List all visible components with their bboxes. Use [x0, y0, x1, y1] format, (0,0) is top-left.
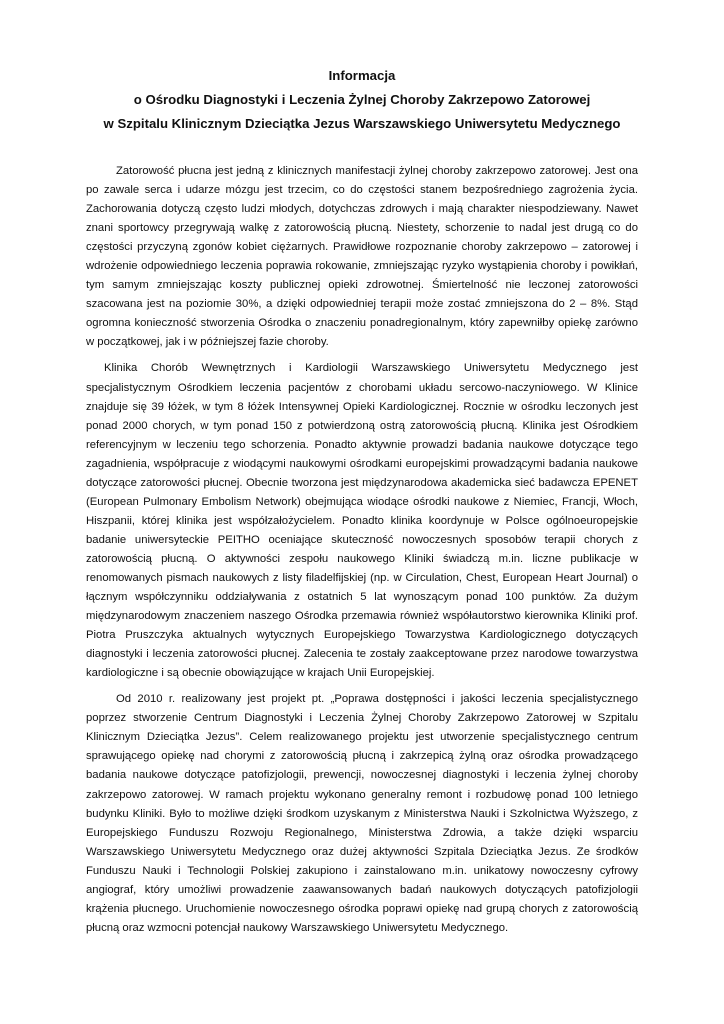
- paragraph-clinic: Klinika Chorób Wewnętrznych i Kardiologii Warszawskiego Uniwersytetu Medycznego jest specjalistycznym Ośrodkiem leczenia pacjentów z chorobami układu sercowo-naczyniowego. W Klinice znajduje się 39 łóżek, w tym 8 łóżek Intensywnej Opieki Kardiologicznej. Rocznie w ośrodku leczonych jest ponad 2000 chorych, w tym ponad 150 z potwierdzoną ostrą zatorowością płucną. Klinika jest Ośrodkiem referencyjnym w leczeniu tego schorzenia. Ponadto aktywnie prowadzi badania naukowe dotyczące tego zagadnienia, współpracuje z wiodącymi naukowymi ośrodkami europejskimi prowadzącymi badania naukowe dotyczące zatorowości płucnej. Obecnie tworzona jest międzynarodowa akademicka sieć badawcza EPENET (European Pulmonary Embolism Network) obejmująca wiodące ośrodki naukowe z Niemiec, Francji, Włoch, Hiszpanii, której klinika jest współzałożycielem. Ponadto klinika koordynuje w Polsce ogólnoeuropejskie badanie uniwersyteckie PEITHO oceniające skuteczność nowoczesnych sposobów terapii chorych z zatorowością płucną. O aktywności zespołu naukowego Kliniki świadczą m.in. liczne publikacje w renomowanych pismach naukowych z listy filadelfijskiej (np. w Circulation, Chest, European Heart Journal) o łącznym współczynniku oddziaływania z ostatnich 5 lat wynoszącym ponad 100 punktów. Za dużym międzynarodowym znaczeniem naszego Ośrodka przemawia również współautorstwo kierownika Kliniki prof. Piotra Pruszczyka aktualnych wytycznych Europejskiego Towarzystwa Kardiologicznego dotyczących diagnostyki i leczenia zatorowości płucnej. Zalecenia te zostały zaakceptowane przez narodowe towarzystwa kardiologiczne i są obecnie obowiązujące w krajach Unii Europejskiej.: [86, 362, 638, 680]
- title-line-1: Informacja: [328, 68, 396, 83]
- paragraph-project: Od 2010 r. realizowany jest projekt pt. „Poprawa dostępności i jakości leczenia specjalistycznego poprzez stworzenie Centrum Diagnostyki i Leczenia Żylnej Choroby Zakrzepowo Zatorowej w Szpitalu Klinicznym Dzieciątka Jezus”. Celem realizowanego projektu jest utworzenie specjalistycznego centrum sprawującego opiekę nad chorymi z zatorowością płucną i zakrzepicą żylną oraz ośrodka prowadzącego badania naukowe dotyczące patofizjologii, prewencji, nowoczesnej diagnostyki i leczenia żylnej choroby zakrzepowo zatorowej. W ramach projektu wykonano generalny remont i rozbudowę ponad 100 letniego budynku Kliniki. Było to możliwe dzięki środkom uzyskanym z Ministerstwa Nauki i Szkolnictwa Wyższego, z Europejskiego Funduszu Rozwoju Regionalnego, Ministerstwa Zdrowia, a także dzięki wsparciu Warszawskiego Uniwersytetu Medycznego oraz dużej aktywności Szpitala Dzieciątka Jezus. Ze środków Funduszu Nauki i Technologii Polskiej zakupiono i zainstalowano m.in. unikatowy nowoczesny cyfrowy angiograf, który umożliwi prowadzenie zaawansowanych badań naukowych dotyczących patofizjologii krążenia płucnego. Uruchomienie nowoczesnego ośrodka poprawi opiekę nad grupą chorych z zatorowością płucną oraz wzmocni potencjał naukowy Warszawskiego Uniwersytetu Medycznego.: [86, 693, 638, 934]
- title-line-3: w Szpitalu Klinicznym Dzieciątka Jezus Warszawskiego Uniwersytetu Medycznego: [103, 116, 621, 131]
- document-title: [86, 64, 638, 136]
- document-page: [86, 64, 638, 945]
- paragraph-pulmonary-embolism: Zatorowość płucna jest jedną z klinicznych manifestacji żylnej choroby zakrzepowo zatorowej. Jest ona po zawale serca i udarze mózgu jest trzecim, co do częstości stanem bezpośredniego zagrożenia życia. Zachorowania dotyczą często ludzi młodych, dotychczas zdrowych i mają charakter niespodziewany. Nawet znani sportowcy przegrywają walkę z zatorowością płucną. Niestety, schorzenie to nadal jest drugą co do częstości przyczyną zgonów kobiet ciężarnych. Prawidłowe rozpoznanie choroby zakrzepowo – zatorowej i wdrożenie odpowiedniego leczenia poprawia rokowanie, zmniejszając ryzyko wystąpienia choroby i powikłań, tym samym zmniejszając koszty publicznej opieki zdrowotnej. Śmiertelność nie leczonej zatorowości szacowana jest na poziomie 30%, a dzięki odpowiedniej terapii może zostać zmniejszona do 2 – 8%. Stąd ogromna konieczność stworzenia Ośrodka o znaczeniu ponadregionalnym, który zapewniłby opiekę zarówno w początkowej, jak i w późniejszej fazie choroby.: [86, 165, 638, 349]
- title-line-2: o Ośrodku Diagnostyki i Leczenia Żylnej Choroby Zakrzepowo Zatorowej: [133, 92, 591, 107]
